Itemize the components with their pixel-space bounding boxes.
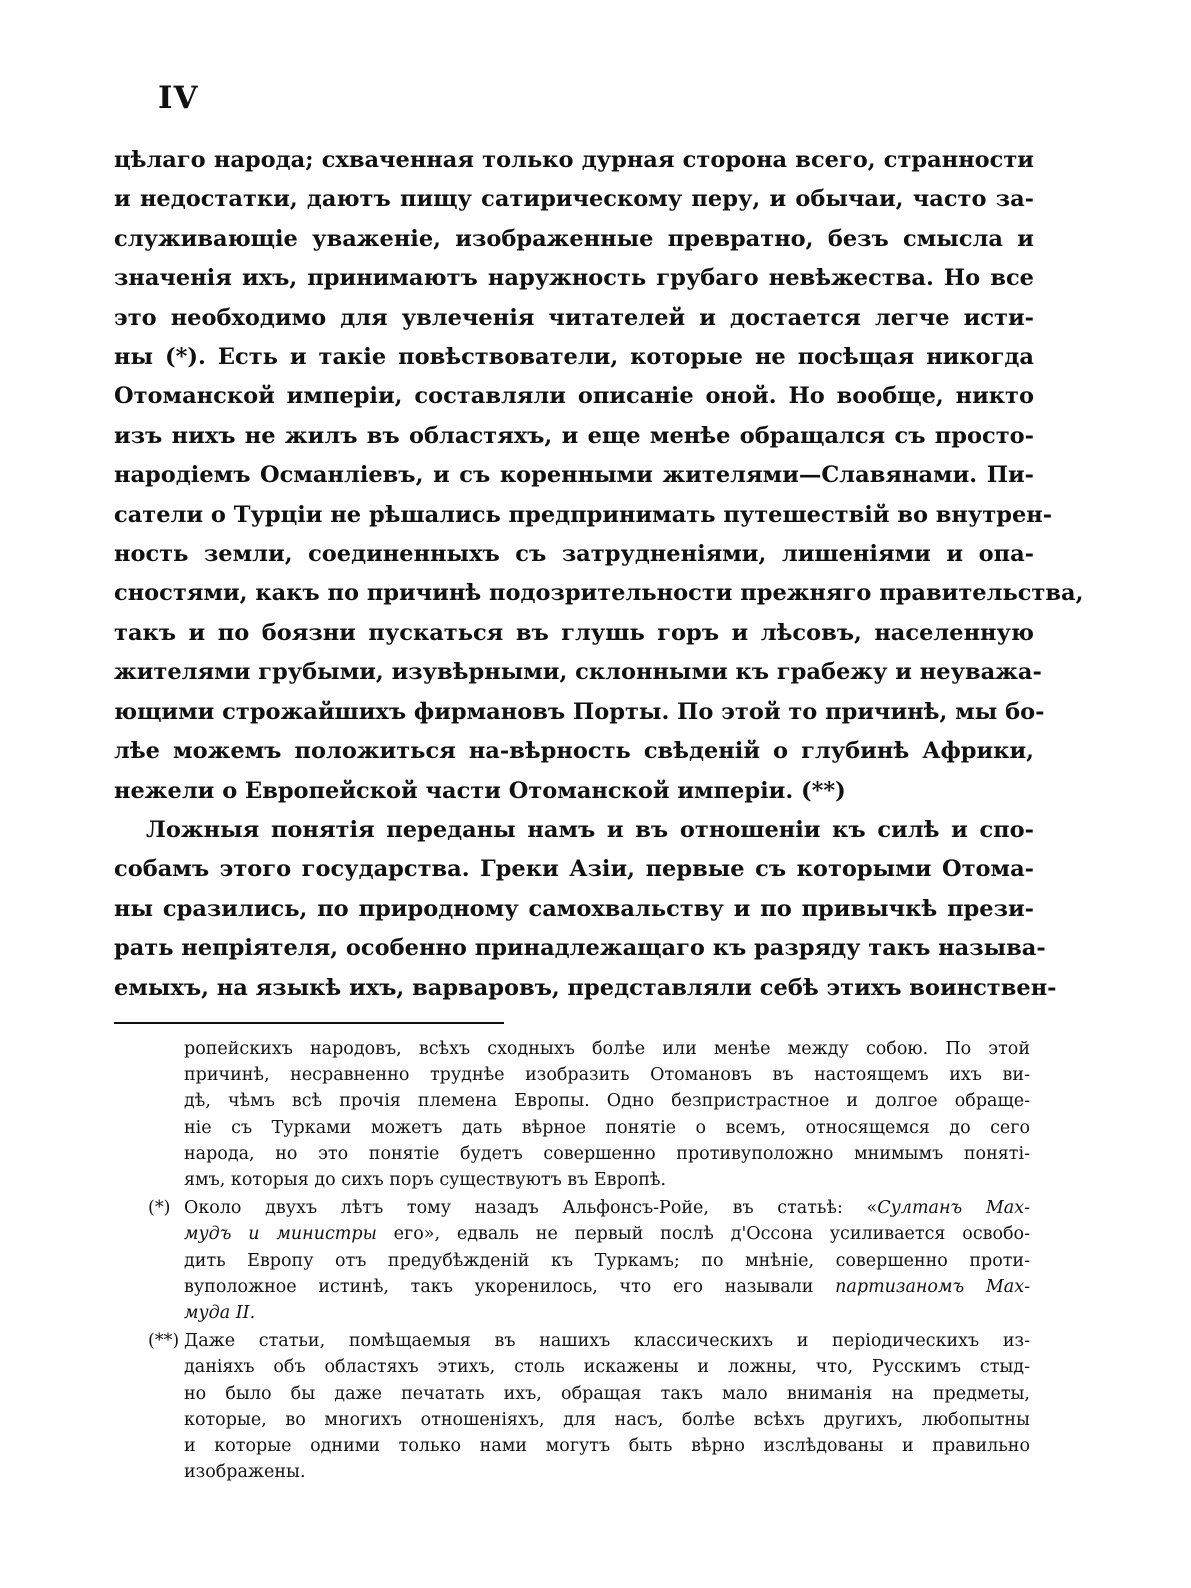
main-text-line: жителями грубыми, изувѣрными, склонными къ грабежу и неуважа-: [114, 659, 1042, 686]
footnote-line: но было бы даже печатать ихъ, обращая такъ мало вниманія на предметы,: [184, 1383, 1030, 1404]
footnote-line: Даже статьи, помѣщаемыя въ нашихъ классическихъ и періодическихъ из-: [184, 1331, 1030, 1352]
footnote-line: Около двухъ лѣтъ тому назадъ Альфонсъ-Ройе, въ статьѣ: «Султанъ Мах-: [184, 1198, 1030, 1219]
footnote-divider: [114, 1022, 504, 1024]
footnote-1: [148, 1195, 1030, 1326]
footnote-line: ямъ, которыя до сихъ поръ существуютъ въ Европѣ.: [184, 1170, 667, 1191]
footnote-line: дѣ, чѣмъ всѣ прочія племена Европы. Одно безпристрастное и долгое обраще-: [184, 1091, 1030, 1112]
footnote-line: которые, во многихъ отношеніяхъ, для насъ, болѣе всѣхъ другихъ, любопытны: [184, 1409, 1030, 1430]
main-text-line: изъ нихъ не жилъ въ областяхъ, и еще менѣе обращался съ просто-: [114, 422, 1034, 449]
footnote-line: народа, но это понятіе будетъ совершенно противуположно мнимымъ поняті-: [184, 1143, 1030, 1164]
footnote-line: и которые одними только нами могутъ быть вѣрно изслѣдованы и правильно: [184, 1436, 1030, 1457]
main-text-line: сностями, какъ по причинѣ подозрительности прежняго правительства,: [114, 580, 1084, 607]
main-text-line: рать непріятеля, особенно принадлежащаго къ разряду такъ называ-: [114, 935, 1046, 962]
main-text-line: Отоманской имперіи, составляли описаніе оной. Но вообще, никто: [114, 383, 1034, 410]
main-text-line: ность земли, соединенныхъ съ затрудненіями, лишеніями и опа-: [114, 541, 1034, 568]
main-text-line: Ложныя понятія переданы намъ и въ отношеніи къ силѣ и спо-: [146, 816, 1034, 843]
footnote-line: изображены.: [184, 1462, 306, 1483]
main-text-line: нежели о Европейской части Отоманской имперіи. (**): [114, 777, 846, 804]
footnote-continuation: [148, 1036, 1030, 1193]
main-text-line: это необходимо для увлеченія читателей и достается легче исти-: [114, 304, 1034, 331]
main-text-line: народіемъ Османліевъ, и съ коренными жителями—Славянами. Пи-: [114, 462, 1034, 489]
main-text-line: ющими строжайшихъ фирмановъ Порты. По этой то причинѣ, мы бо-: [114, 698, 1045, 725]
footnote-line: ніе съ Турками можетъ дать вѣрное понятіе о всемъ, относящемся до сего: [184, 1117, 1030, 1138]
main-text-line: такъ и по боязни пускаться въ глушь горъ и лѣсовъ, населенную: [114, 619, 1034, 646]
footnote-line: причинѣ, несравненно труднѣе изобразить Отомановъ въ настоящемъ ихъ ви-: [184, 1065, 1030, 1086]
main-text: [114, 141, 1084, 1008]
footnote-line: дить Европу отъ предубѣжденій къ Туркамъ; по мнѣніе, совершенно проти-: [184, 1250, 1030, 1271]
page-number: IV: [158, 80, 199, 116]
main-text-line: и недостатки, даютъ пищу сатирическому перу, и обычаи, часто за-: [114, 186, 1034, 213]
main-text-line: лѣе можемъ положиться на-вѣрность свѣденій о глубинѣ Африки,: [114, 738, 1034, 765]
footnote-marker: (*): [148, 1198, 171, 1219]
main-text-line: значенія ихъ, принимаютъ наружность грубаго невѣжества. Но все: [114, 265, 1034, 292]
main-text-line: цѣлаго народа; схваченная только дурная сторона всего, странности: [114, 147, 1034, 173]
footnote-line: мудъ и министры его», едваль не первый послѣ д'Оссона усиливается освобо-: [184, 1224, 1030, 1245]
main-text-line: собамъ этого государства. Греки Азіи, первые съ которыми Отома-: [114, 856, 1034, 883]
footnote-line: муда II.: [184, 1303, 256, 1324]
main-text-line: ны (*). Есть и такіе повѣствователи, которые не посѣщая никогда: [114, 344, 1034, 371]
main-text-line: ны сразились, по природному самохвальству и по привычкѣ прези-: [114, 895, 1034, 922]
footnote-marker: (**): [148, 1331, 180, 1352]
main-text-line: служивающіе уваженіе, изображенные превратно, безъ смысла и: [114, 225, 1034, 252]
footnote-line: даніяхъ объ областяхъ этихъ, столь искажены и ложны, что, Русскимъ стыд-: [184, 1357, 1030, 1378]
footnote-line: вуположное истинѣ, такъ укоренилось, что его называли партизаномъ Мах-: [184, 1276, 1030, 1297]
main-text-line: емыхъ, на языкѣ ихъ, варваровъ, представляли себѣ этихъ воинствен-: [114, 974, 1057, 1001]
footnote-2: [148, 1328, 1030, 1485]
main-text-line: сатели о Турціи не рѣшались предпринимать путешествій во внутрен-: [114, 501, 1053, 528]
footnotes: [148, 1036, 1030, 1485]
footnote-line: ропейскихъ народовъ, всѣхъ сходныхъ болѣе или менѣе между собою. По этой: [184, 1039, 1030, 1059]
